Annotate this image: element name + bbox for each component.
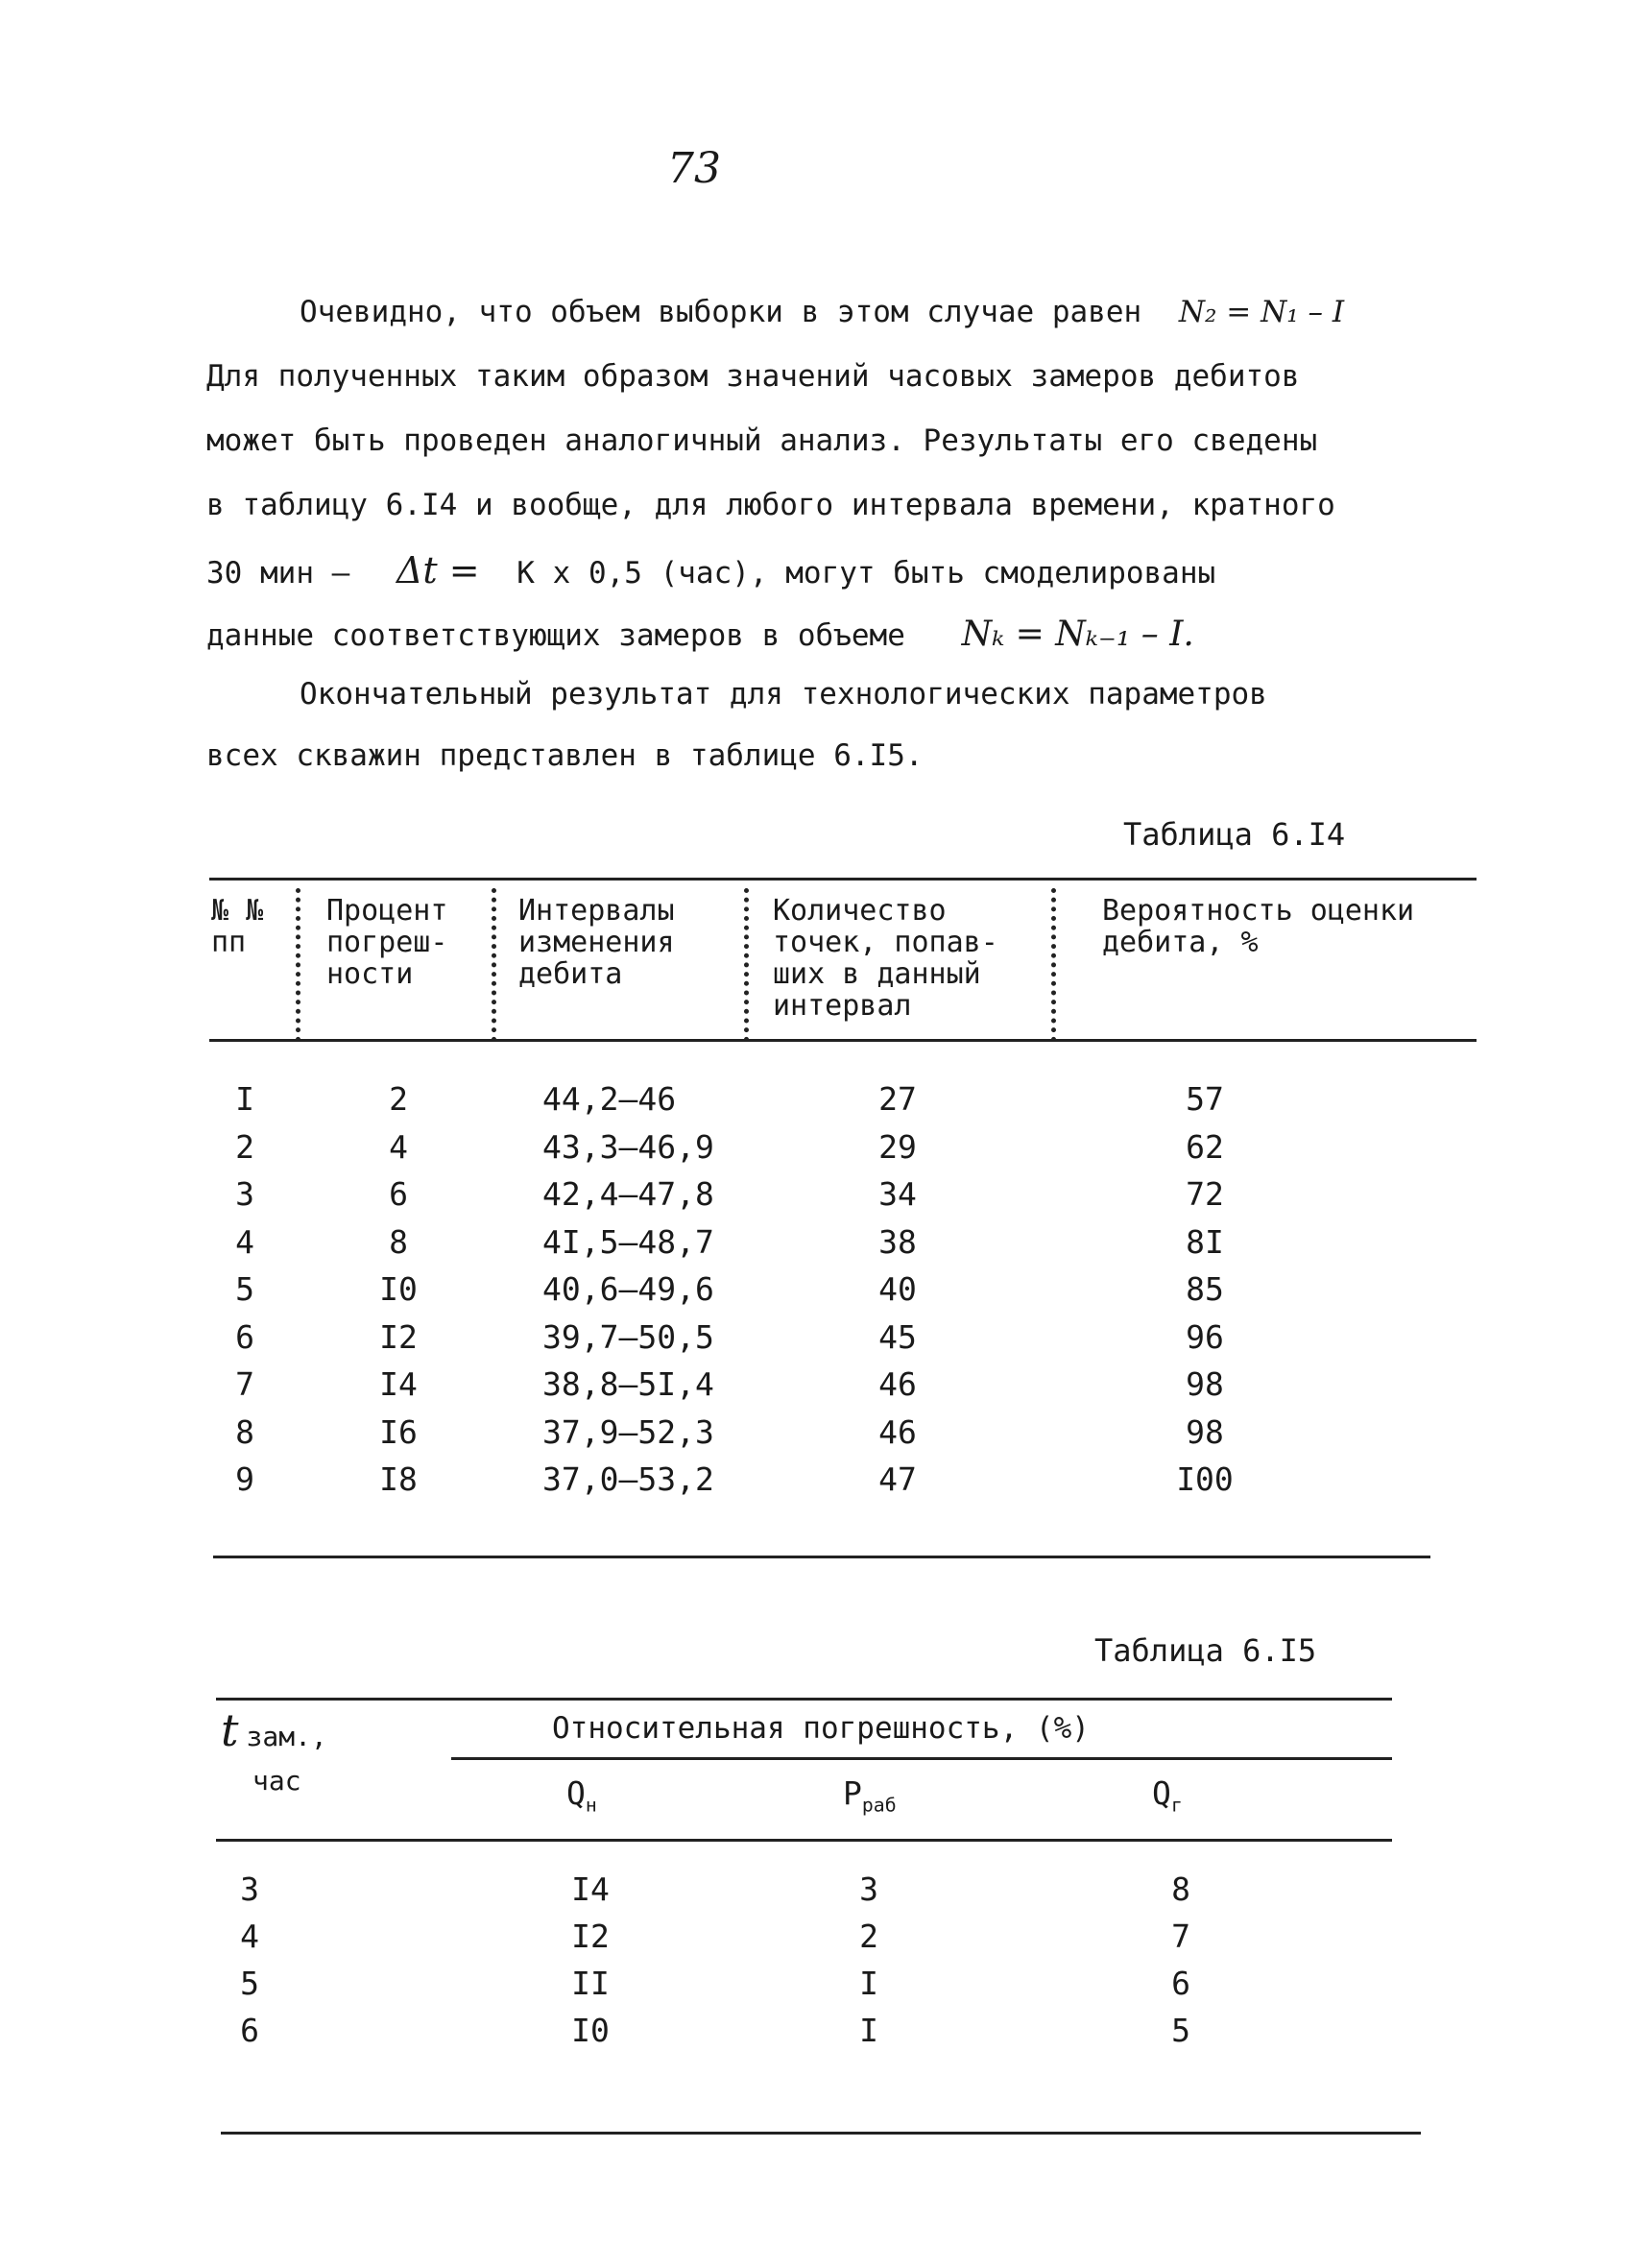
table15-cell-t: 6 [240,2012,259,2049]
para1-line3: может быть проведен аналогичный анализ. Результаты его сведены [206,423,1318,458]
table14-cell-interval: 37,0–53,2 [542,1460,714,1498]
table14-cell-count: 46 [878,1365,917,1403]
table14-cell-prob: I00 [1176,1460,1234,1498]
table14-header-percent: Процент погреш-ности [326,894,448,991]
table15-bottom-rule [221,2132,1421,2135]
table14-cell-num: 9 [235,1460,254,1498]
table14-cell-interval: 43,3–46,9 [542,1127,714,1166]
table14-cell-count: 27 [878,1080,917,1118]
page-number: 73 [667,144,721,193]
table14-cell-percent: I0 [379,1270,418,1308]
table14-cell-interval: 39,7–50,5 [542,1317,714,1356]
table14-cell-percent: 4 [389,1127,408,1166]
table14-cell-interval: 42,4–47,8 [542,1175,714,1213]
table15-cell-qn: II [571,1965,610,2002]
table14-divider [1051,888,1056,1042]
table15-cell-qg: 6 [1171,1965,1190,2002]
table14-cell-num: 8 [235,1412,254,1451]
table14-caption: Таблица 6.I4 [1123,816,1346,853]
table14-cell-count: 45 [878,1317,917,1356]
table14-cell-num: 3 [235,1175,254,1213]
table14-divider [296,888,300,1042]
table14-cell-count: 47 [878,1460,917,1498]
table15-cell-qg: 7 [1171,1918,1190,1955]
t-symbol: t [221,1704,239,1756]
table14-bottom-rule [213,1556,1430,1558]
table14-cell-interval: 40,6–49,6 [542,1270,714,1308]
table15-cell-qn: I2 [571,1918,610,1955]
table15-header-prab: $P_{раб}$ [843,1774,897,1817]
para1-line2: Для полученных таким образом значений часовых замеров дебитов [206,359,1300,394]
table14-cell-num: 7 [235,1365,254,1403]
para1-line5-suffix: K x 0,5 (час), могут быть смоделированы [516,556,1216,591]
table15-cell-prab: 2 [859,1918,878,1955]
formula-delta-t: Δt = [396,549,480,591]
table14-cell-count: 38 [878,1222,917,1261]
formula-n2: N₂ = N₁ – I [1178,295,1345,329]
table15-cell-qg: 5 [1171,2012,1190,2049]
table15-cell-qn: I4 [571,1870,610,1908]
table15-cell-qg: 8 [1171,1870,1190,1908]
table15-caption: Таблица 6.I5 [1094,1632,1317,1669]
table15-header-group: Относительная погрешность, (%) [552,1711,1090,1746]
table14-cell-percent: 6 [389,1175,408,1213]
table15-cell-qn: I0 [571,2012,610,2049]
para1-line4: в таблицу 6.I4 и вообще, для любого интервала времени, кратного [206,488,1335,522]
table14-header-num: № № пп [211,894,264,959]
t-sub: зам., [246,1721,327,1752]
table14-cell-num: 6 [235,1317,254,1356]
table15-header-t [221,1704,327,1756]
table15-top-rule [216,1698,1392,1701]
table14-cell-num: 2 [235,1127,254,1166]
table15-header-t-unit: час [252,1765,301,1797]
table14-cell-percent: I8 [379,1460,418,1498]
table15-cell-prab: 3 [859,1870,878,1908]
table14-divider [492,888,496,1042]
table14-cell-prob: 8I [1186,1222,1224,1261]
table14-cell-prob: 96 [1186,1317,1224,1356]
table14-cell-num: 5 [235,1270,254,1308]
table14-cell-num: I [235,1080,254,1118]
table14-cell-prob: 62 [1186,1127,1224,1166]
table14-header-rule [209,1039,1477,1042]
table15-cell-t: 4 [240,1918,259,1955]
table14-cell-interval: 4I,5–48,7 [542,1222,714,1261]
table14-cell-prob: 72 [1186,1175,1224,1213]
formula-nk: Nₖ = Nₖ₋₁ – I. [961,615,1194,654]
table14-cell-count: 29 [878,1127,917,1166]
table15-cell-t: 5 [240,1965,259,2002]
para1-line6-text: данные соответствующих замеров в объеме [206,618,905,653]
table14-header-probability: Вероятность оценки дебита, % [1102,894,1415,959]
table15-header-qg: $Q_г$ [1152,1774,1183,1817]
para1-line6 [206,617,1194,652]
table14-cell-percent: I6 [379,1412,418,1451]
table14-cell-interval: 38,8–5I,4 [542,1365,714,1403]
para1-line1 [300,295,1345,329]
table14-cell-percent: 8 [389,1222,408,1261]
table14-cell-prob: 85 [1186,1270,1224,1308]
table15-header-qn: $Q_н$ [566,1774,597,1817]
table14-cell-interval: 44,2–46 [542,1080,677,1118]
para1-line5 [206,549,1216,591]
table14-cell-count: 34 [878,1175,917,1213]
table14-cell-percent: I4 [379,1365,418,1403]
table14-top-rule [209,878,1477,881]
para2-line2: всех скважин представлен в таблице 6.I5. [206,738,924,773]
table14-cell-percent: 2 [389,1080,408,1118]
table14-header-interval: Интервалы изменения дебита [518,894,675,991]
table14-cell-prob: 98 [1186,1365,1224,1403]
table14-header-count: Количество точек, попав-ших в данный интервал [773,894,998,1023]
table14-divider [744,888,749,1042]
table14-cell-count: 40 [878,1270,917,1308]
table15-group-rule [451,1757,1392,1760]
table15-cell-prab: I [859,1965,878,2002]
table14-cell-num: 4 [235,1222,254,1261]
table15-cell-t: 3 [240,1870,259,1908]
para2-line1: Окончательный результат для технологических параметров [300,677,1267,712]
para1-line1-text: Очевидно, что объем выборки в этом случае равен [300,295,1142,329]
table15-cell-prab: I [859,2012,878,2049]
table14-cell-percent: I2 [379,1317,418,1356]
table14-cell-prob: 98 [1186,1412,1224,1451]
table14-cell-interval: 37,9–52,3 [542,1412,714,1451]
table15-header-rule [216,1839,1392,1842]
para1-line5-prefix: 30 мин – [206,556,350,591]
table14-cell-count: 46 [878,1412,917,1451]
table14-cell-prob: 57 [1186,1080,1224,1118]
